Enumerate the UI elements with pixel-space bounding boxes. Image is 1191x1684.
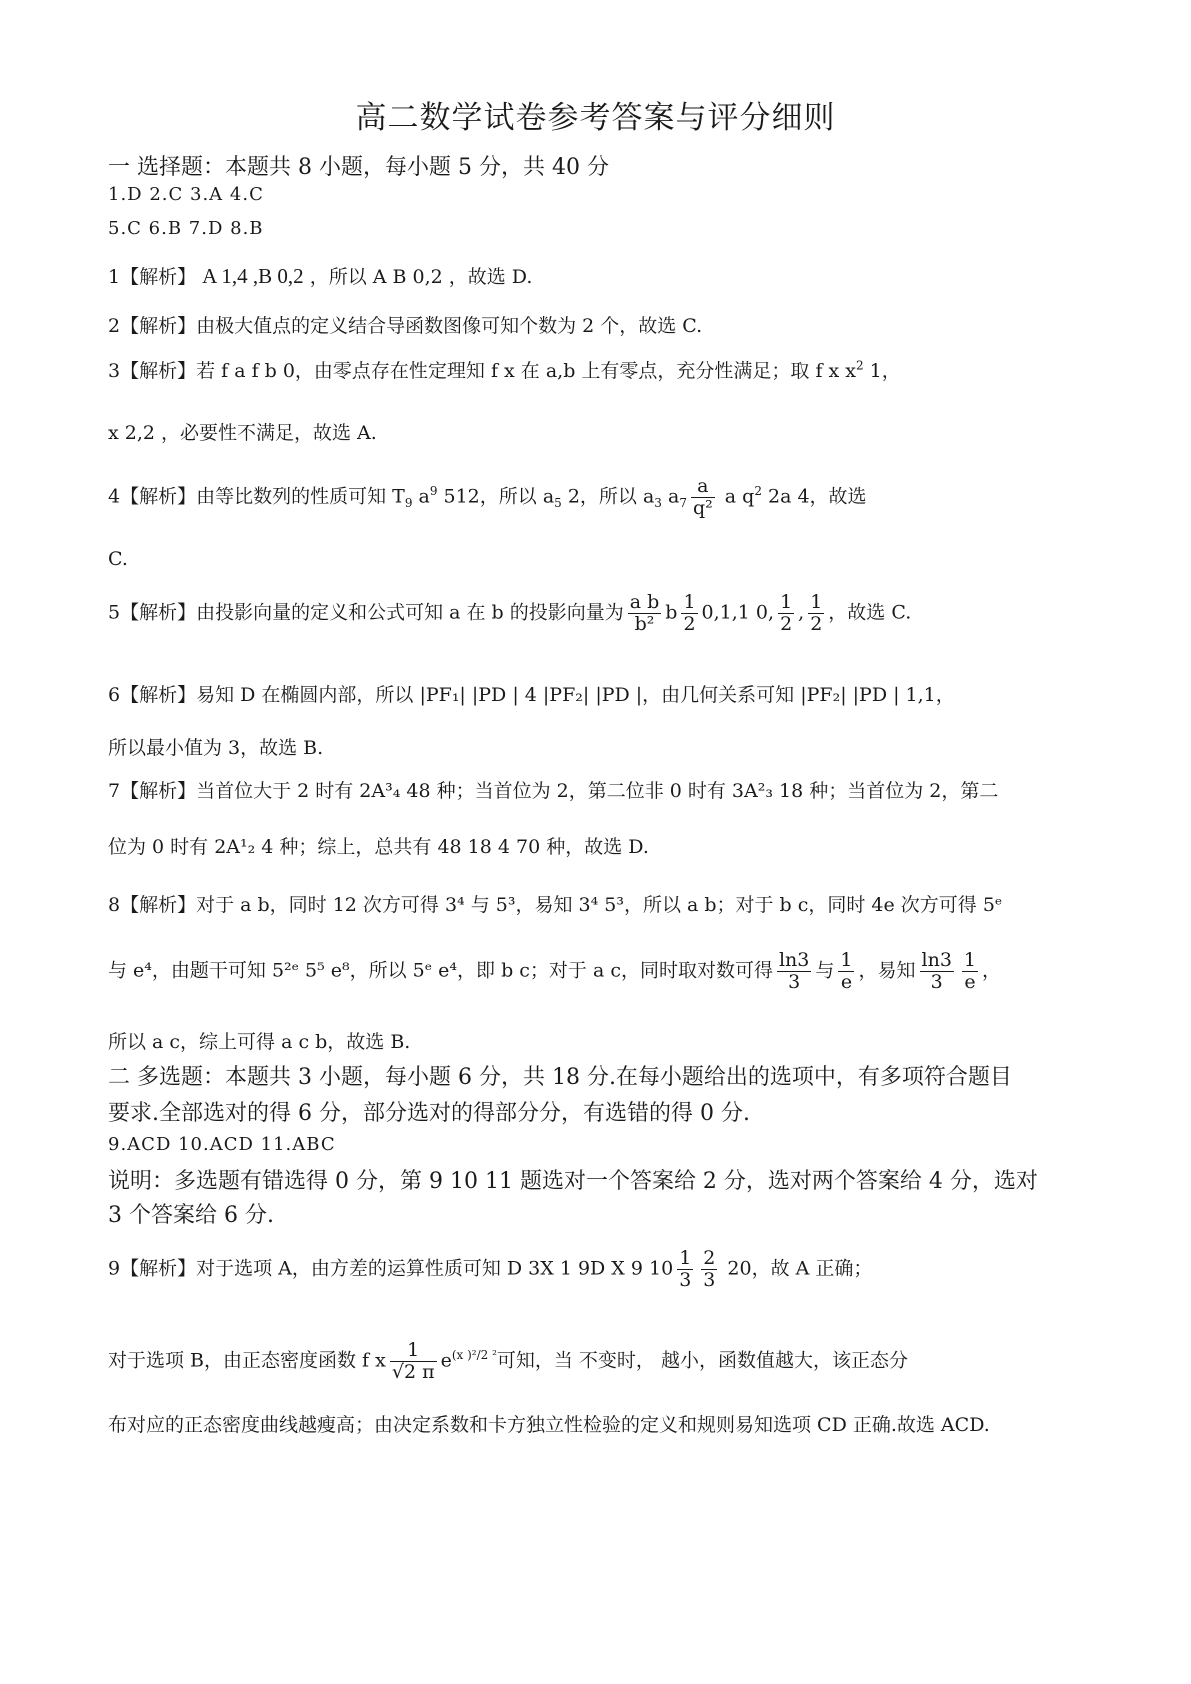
q8-fracA-num: ln3 [778, 949, 810, 971]
q8-solution-line3: 所以 a c，综上可得 a c b，故选 B. [108, 1031, 411, 1053]
q3-label: 3【解析】 [108, 360, 197, 382]
q9-fracB [701, 1248, 717, 1291]
q5-frac2-num: 1 [683, 591, 696, 613]
q5-frac2 [681, 592, 697, 635]
q4-sub9: 9 [404, 496, 413, 511]
q9-fracC [390, 1340, 437, 1383]
q6-solution-line2: 所以最小值为 3，故选 B. [108, 737, 324, 759]
q8-fracD-num: 1 [963, 949, 976, 971]
q8-solution-line2 [108, 950, 1093, 993]
q5-frac4-num: 1 [810, 591, 823, 613]
section2-heading-line1: 二 多选题：本题共 3 小题，每小题 6 分，共 18 分.在每小题给出的选项中，有多项符合题目 [108, 1065, 1012, 1090]
q1-tail: ，所以 A B 0,2 ，故选 D. [309, 266, 533, 288]
section2-note-line1: 说明：多选题有错选得 0 分，第 9 10 11 题选对一个答案给 2 分，选对两个答案给 4 分，选对 [108, 1169, 1038, 1194]
section2-answers: 9.ACD 10.ACD 11.ABC [108, 1134, 336, 1155]
q3-sup: 2 [856, 358, 864, 373]
q8-fracA [777, 950, 811, 993]
q2-text: 由极大值点的定义结合导函数图像可知个数为 2 个，故选 C. [196, 315, 703, 337]
q9-fracB-den: 3 [703, 1268, 716, 1291]
q9-line2-a: 对于选项 B，由正态密度函数 f x [108, 1349, 386, 1372]
q3-solution-line2: x 2,2 ，必要性不满足，故选 A. [108, 422, 377, 444]
q5-frac3-den: 2 [780, 612, 793, 635]
q8-fracC-num: ln3 [921, 949, 952, 971]
q4-frac-den: q² [692, 496, 713, 519]
q9-line2-c: 可知，当 不变时， 越小，函数值越大，该正态分 [496, 1349, 908, 1372]
q4-solution-line1 [108, 476, 1093, 519]
q4-part5: a [661, 485, 680, 508]
q8-label: 8【解析】 [108, 894, 197, 916]
q6-label: 6【解析】 [108, 684, 197, 706]
q9-fracA-den: 3 [679, 1268, 692, 1291]
q8-fracC [920, 950, 954, 993]
q8-line2-a: 与 e⁴，由题干可知 5²ᵉ 5⁵ e⁸，所以 5ᵉ e⁴，即 b c；对于 a c，同时取对数可得 [108, 959, 773, 982]
q5-frac1-num: a b [629, 591, 660, 613]
q6-line1: 易知 D 在椭圆内部，所以 |PF₁| |PD | 4 |PF₂| |PD |，由几何关系可知 |PF₂| |PD | 1,1， [196, 684, 955, 706]
q5-frac3-num: 1 [780, 591, 793, 613]
q9-solution-line1 [108, 1248, 1093, 1291]
q4-part8: 4，故选 [791, 485, 867, 508]
q4-part6: a q [718, 485, 755, 508]
q8-fracA-den: 3 [788, 970, 801, 993]
q9-part2: 20，故 A 正确； [721, 1257, 873, 1280]
q9-fracB-num: 2 [703, 1247, 716, 1269]
q4-sup9: 9 [429, 484, 438, 499]
q8-fracD [962, 950, 978, 993]
q9-line2-b: e [440, 1349, 452, 1372]
q8-fracB-num: 1 [840, 949, 853, 971]
section2-note-line2: 3 个答案给 6 分. [108, 1203, 274, 1228]
q6-solution-line1 [108, 680, 1093, 707]
q5-solution: 5【解析】由投影向量的定义和公式可知 a 在 b 的投影向量为 $\frac{\text{a b}}{\text{b²}}$ b $\frac{1}{2}$ 0,1,1 0, $\frac{1}{2}$ , $\frac{1}{2}$ ，故选 C. [108, 591, 912, 635]
section2-heading-line2: 要求.全部选对的得 6 分，部分选对的得部分分，有选错的得 0 分. [108, 1101, 750, 1126]
q4-sup2: 2 [754, 484, 762, 499]
q1-label: 1【解析】 [108, 266, 197, 288]
q5-part2: b [665, 601, 678, 624]
q4-sub5: 5 [554, 496, 562, 511]
q4-label: 4【解析】 [108, 485, 197, 508]
section1-heading: 一 选择题：本题共 8 小题，每小题 5 分，共 40 分 [108, 155, 609, 180]
q8-mid: 与 [815, 959, 835, 982]
q4-part4: 2，所以 a [561, 485, 655, 508]
answers-row-1: 1.D 2.C 3.A 4.C [108, 184, 264, 205]
q5-frac4 [808, 592, 824, 635]
q5-frac2-den: 2 [683, 612, 696, 635]
q9-fracC-num: 1 [390, 1340, 437, 1362]
q8-solution-line1 [108, 890, 1093, 917]
q7-solution-line2: 位为 0 时有 2A¹₂ 4 种；综上，总共有 48 18 4 70 种，故选 D. [108, 836, 649, 858]
q9-fracC-den: √2 π [391, 1360, 435, 1383]
answers-row-2: 5.C 6.B 7.D 8.B [108, 218, 264, 239]
q3-line1-end: 1， [863, 360, 901, 382]
q9-label: 9【解析】 [108, 1257, 197, 1280]
q4-part7: 2a [761, 485, 792, 508]
q7-solution-line1 [108, 776, 1093, 803]
q8-fracB [838, 950, 854, 993]
q4-frac-num: a [691, 476, 715, 498]
q4-solution-line2: C. [108, 548, 128, 570]
q5-part3: 0,1,1 0, [701, 601, 775, 624]
q4-sub3: 3 [654, 496, 662, 511]
q9-line2-exp: (x )²/2 ² [451, 1348, 497, 1363]
page-title: 高二数学试卷参考答案与评分细则 [355, 100, 836, 136]
q4-part1: 由等比数列的性质可知 T [196, 485, 405, 508]
q9-solution-line3: 布对应的正态密度曲线越瘦高；由决定系数和卡方独立性检验的定义和规则易知选项 CD 正确.故选 ACD. [108, 1414, 990, 1436]
q4-part2: a [412, 485, 430, 508]
q8-fracC-den: 3 [930, 970, 943, 993]
q8-fracB-den: e [840, 970, 853, 993]
q2-solution [108, 311, 1093, 338]
q9-solution-line2 [108, 1340, 1093, 1383]
q1-math: A 1,4 ,B 0,2 [202, 264, 304, 288]
q8-line1: 对于 a b，同时 12 次方可得 3⁴ 与 5³，易知 3⁴ 5³，所以 a b；对于 b c，同时 4e 次方可得 5ᵉ [196, 894, 1003, 916]
q4-part3: 512，所以 a [437, 485, 555, 508]
q3-solution-line1 [108, 356, 1093, 383]
q3-line1: 若 f a f b 0，由零点存在性定理知 f x 在 a,b 上有零点，充分性满足；取 f x x [196, 360, 856, 382]
q5-frac1 [628, 592, 662, 635]
q5-frac4-den: 2 [810, 612, 823, 635]
q7-label: 7【解析】 [108, 780, 197, 802]
q8-end: ， [982, 959, 1002, 982]
q1-solution [108, 262, 1093, 289]
q5-label: 5【解析】 [108, 601, 197, 624]
q8-mid2: ，易知 [858, 959, 916, 982]
q8-fracD-den: e [964, 970, 976, 993]
q2-label: 2【解析】 [108, 315, 197, 337]
q5-frac3 [778, 592, 794, 635]
q5-part1: 由投影向量的定义和公式可知 a 在 b 的投影向量为 [196, 601, 624, 624]
q7-line1: 当首位大于 2 时有 2A³₄ 48 种；当首位为 2，第二位非 0 时有 3A²₃ 18 种；当首位为 2，第二 [196, 780, 999, 802]
q4-fraction [691, 476, 715, 519]
q4-sub7: 7 [679, 496, 687, 511]
q5-frac1-den: b² [634, 612, 655, 635]
q9-fracA [677, 1248, 693, 1291]
q5-part4: ，故选 C. [828, 601, 912, 624]
q9-part1: 对于选项 A，由方差的运算性质可知 D 3X 1 9D X 9 10 [196, 1257, 674, 1280]
q9-fracA-num: 1 [679, 1247, 692, 1269]
